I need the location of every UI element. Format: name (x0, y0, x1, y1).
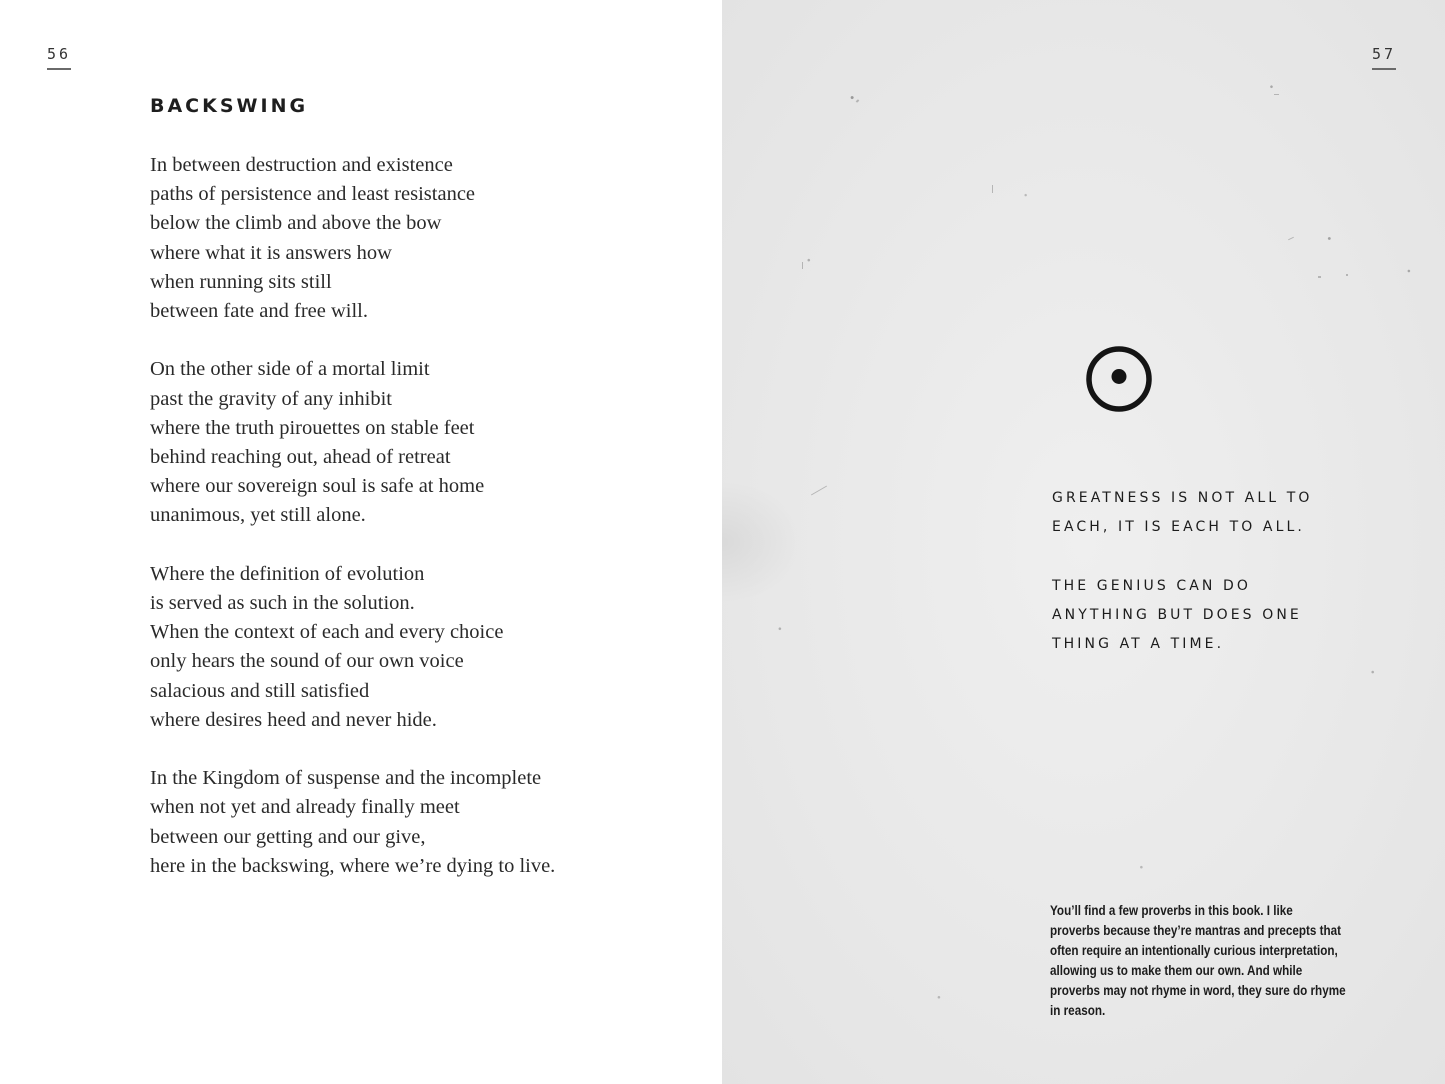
poem-line: In between destruction and existence (150, 154, 453, 176)
proverb-line: EACH, IT IS EACH TO ALL. (1052, 519, 1305, 536)
left-page (0, 0, 722, 1084)
stanza (150, 151, 555, 326)
poem-line: when running sits still (150, 270, 332, 293)
poem-line: when not yet and already finally meet (150, 796, 460, 819)
stanza (150, 355, 555, 530)
stanza (150, 764, 555, 881)
poem-line: between fate and free will. (150, 300, 368, 323)
note-line: often require an intentionally curious interpretation, (1050, 943, 1338, 959)
paper-speck (992, 185, 993, 193)
paper-speck (1274, 94, 1279, 95)
proverb-line: GREATNESS IS NOT ALL TO (1052, 490, 1313, 506)
note-line: proverbs because they’re mantras and precepts that (1050, 923, 1342, 939)
poem-title: BACKSWING (150, 95, 309, 117)
poem-line: behind reaching out, ahead of retreat (150, 446, 451, 469)
note-line: You’ll find a few proverbs in this book. I like (1050, 903, 1293, 918)
paper-speck (811, 486, 827, 496)
poem-line: where desires heed and never hide. (150, 708, 437, 731)
poem-line: salacious and still satisfied (150, 679, 370, 702)
paper-speck (1318, 276, 1321, 278)
page-number-right: 57 (1372, 46, 1396, 70)
page-number-left: 56 (47, 46, 71, 70)
circled-dot-icon (1084, 344, 1154, 414)
proverb-line: ANYTHING BUT DOES ONE (1052, 607, 1302, 624)
paper-speck (1288, 237, 1294, 240)
poem-line: where what it is answers how (150, 241, 392, 264)
proverb (1052, 484, 1312, 543)
proverb-line: THING AT A TIME. (1052, 636, 1225, 653)
poem-line: below the climb and above the bow (150, 212, 442, 235)
stanza (150, 560, 555, 735)
poem-line: paths of persistence and least resistance (150, 183, 476, 206)
note-line: proverbs may not rhyme in word, they sure do rhyme (1050, 983, 1346, 999)
poem-line: In the Kingdom of suspense and the incomplete (150, 767, 542, 790)
poem-line: On the other side of a mortal limit (150, 358, 430, 381)
paper-speck (1346, 274, 1348, 276)
poem-line: past the gravity of any inhibit (150, 387, 392, 410)
poem-line: is served as such in the solution. (150, 592, 415, 615)
proverbs (1052, 484, 1312, 660)
poem-line: between our getting and our give, (150, 825, 426, 848)
poem-line: where the truth pirouettes on stable feet (150, 416, 475, 439)
poem-line: where our sovereign soul is safe at home (150, 475, 485, 498)
note-line: allowing us to make them our own. And while (1050, 963, 1303, 979)
poem-line: When the context of each and every choice (150, 621, 504, 644)
poem-line: Where the definition of evolution (150, 562, 425, 585)
proverb (1052, 572, 1312, 660)
poem-line: here in the backswing, where we’re dying to live. (150, 854, 556, 877)
author-note (1050, 901, 1347, 1022)
paper-speck (856, 99, 860, 102)
poem-line: only hears the sound of our own voice (150, 650, 464, 673)
poem-body (150, 151, 555, 881)
note-line: in reason. (1050, 1003, 1106, 1019)
proverb-line: THE GENIUS CAN DO (1052, 577, 1252, 594)
paper-speck (802, 262, 803, 269)
poem-line: unanimous, yet still alone. (150, 504, 366, 527)
